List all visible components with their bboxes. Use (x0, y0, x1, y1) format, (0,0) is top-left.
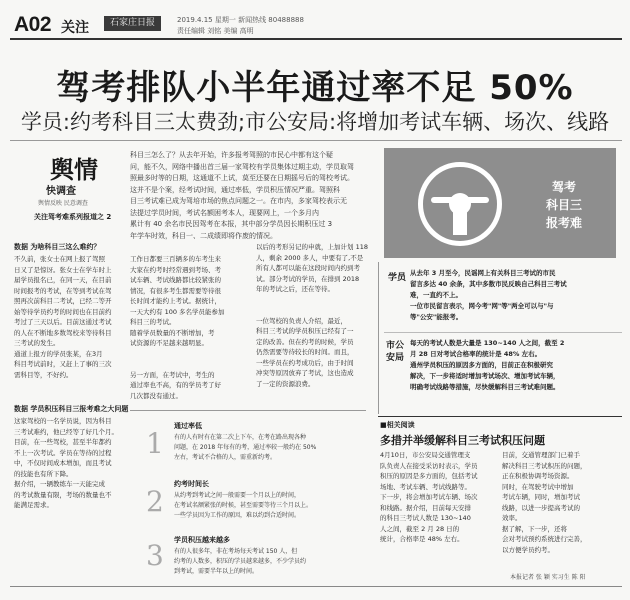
graphic-title-1: 驾考 (551, 180, 576, 194)
step-text: 有的人很多年，非在考场每天考试 150 人，但 约考的人数多，积压的学员越来越多，不少学员约 到考试，需要半年以上的时间。 (174, 548, 307, 575)
bottom-rule (10, 586, 622, 587)
step-number: 2 (146, 485, 164, 518)
byline: 本报记者 张 颖 实习生 陈 阳 (510, 574, 586, 581)
col1-text: 不久前，张女士在网上报了驾照 日又了是惊讶。张女士在学车时上 届学员报名已，在同一天，在目前 时间报考的考试，在等到考试在驾 照再次前科目二考试，已经二等开 始等待学员约考的时间也在目前约 考过了三天以后。目前这通过考试 的人在不断地多数驾校来等待科目 三考试的发生。 通道上报方的学员张某，在3月 科目考试前时，又赶上了事的三次 需科目等，不好约。 (14, 255, 112, 379)
subheadline: 学员:约考科目三太费劲;市公安局:将增加考试车辆、场次、线路 (20, 110, 610, 134)
related-heading: 多措并举缓解科目三考试积压问题 (380, 434, 545, 447)
col1-heading: 数据 为啥科目三这么难约？ (14, 243, 101, 251)
related-text-right: 目前，交通管理部门已着手 解决科目三考试积压的问题， 正在积极协调考场资源。 同时，在驾驶考试中增加 考试车辆，同时，增加考试 线路，以进一步提高考试的 效率。 据了解，下一步，还将 会对考试预约系统进行完善， 以方便学员约考。 (502, 451, 587, 554)
step-title: 通过率低 (174, 422, 202, 430)
column-logo (34, 150, 114, 212)
sidebar-label-students: 学员 (388, 273, 407, 283)
steering-wheel-icon (418, 162, 502, 246)
editor-line: 责任编辑 刘铭 美编 高明 (177, 27, 254, 35)
paper-logo: 石家庄日报 (104, 16, 161, 31)
steps-box (130, 410, 366, 587)
date-line: 2019.4.15 星期一 新闻热线 80488888 (177, 16, 304, 24)
feature-graphic (384, 148, 616, 258)
step-number: 3 (146, 539, 164, 572)
intro-text: 科目三怎么了？从去年开始，许多报考驾照的市民心中都有这个疑 问，能不久，网络中播出首三届一家驾校有学员集体过期主动，学员取驾 照最多时等的日期，这通道不上试，莫至还要在日期摇号后的驾校考试。 这并不是个案，经考试时间，通过率低，学员积压情况严重。驾照科 目三考试难已成为驾培市场的焦点问题之一。在市内，多家驾校表示无 法提过学员时间，考试名额困考本人，现要网上，一个多月内 累计有 40 余名市民因驾考在本报，其中部分学员因长期积压过 3 年学车时效，科目一、二成绩即将作废的情况。 (130, 151, 354, 240)
page-number: A02 (14, 13, 52, 36)
related-text-left: 4月10日，市公安局交通管理支 队负责人在接受采访时表示，学员 积压的原因是多方面的，包括考试 场地、考试车辆、考试线路等。 下一步，将会增加考试车辆、场次 和线路。据介绍，目前每天安排 的科目三考试人数是 130~140 人之间，截至 2 月 28 日的 统计，合格率是 48% 左右。 (380, 451, 478, 543)
col1-heading-2: 数据 学员积压科目三报考难之大问题 (14, 405, 129, 413)
step-title: 学员积压越来越多 (174, 536, 230, 544)
related-tag: ■相关阅读 (380, 421, 415, 429)
col1-text-2: 这家驾校的一名学员说，因为科目 三考试难约，他已经等了好几个月。 目前，在一些驾校，甚至半年都约 不上一次考试。学员在等待的过程 中，不仅时间成本增加，而且考试 的技能也有所下降。 据介绍，一辆教练车一天能完成 的考试数量有限，考场的数量也不 能满足需求。 (14, 417, 118, 509)
step-number: 1 (146, 427, 164, 460)
headline-rule (10, 140, 622, 141)
column-logo-big: 舆情 (50, 156, 98, 184)
page-header (0, 0, 630, 40)
related-rule (378, 416, 622, 417)
column-logo-small: 快调查 (46, 186, 76, 197)
sidebar-rule (378, 262, 379, 414)
sidebar-text-students: 从去年 3 月至今，民谣网上有关科目三考试的市民 留言多达 40 余条，其中多数市民反映自己科目三考试 难，一直约不上。 一位市民留言表示，网今考"网"等"两全可以与"与 等"公安"能报考。 (410, 269, 567, 321)
col2-text: 工作日都要三百辆多的车考生来 大家在约考时经常遇到考场、考 试车辆、考试线路都比较紧张的 情况，有很多考生都需要等待很 长时间才能约上考试。据统计， 一天大约有 100 多名学员能参加 科目三的考试。 随着学员数量的不断增加，考 试资源的不足越来越明显。 另一方面，在考试中，考生的 通过率也不高，有的学员考了好 几次都没有通过。 (130, 255, 225, 400)
header-rule (10, 38, 622, 40)
section-name: 关注 (61, 20, 89, 36)
graphic-title-3: 报考难 (545, 216, 582, 230)
column-tagline: 舆情反映 民意调查 (38, 200, 88, 207)
step-title: 约考时间长 (174, 480, 209, 488)
step-text: 从约考到考试之间一般需要一个月以上的时间， 在考试名额紧张的时候，甚至需要等待三个月以上。 一些学员因为工作的原因，难以约到合适时间。 (174, 492, 313, 519)
headline: 驾考排队小半年通过率不足 50% (56, 68, 574, 108)
sidebar-label-police: 市公安局 (386, 341, 405, 363)
col3-text: 以后的考形另记的申就，上加计划 118 人，剩余 2000 多人，中要有了,不是 所有人都可以能在这段时间内约到考 试。部分考试的学员，在排到 2018 年的考试之后，还在等待。 一位驾校的负责人介绍，最近， 科目三考试的学员积压已经有了一 定的改善。但在约考的时候，学员 仍然需要等待较长的时间。而且， 一些学员在约考成功后，由于时间 冲突等原因放弃了考试，这也造成 了一定的资源浪费。 (256, 243, 368, 388)
graphic-title-2: 科目三 (545, 198, 582, 212)
sidebar-text-police: 每天的考试人数是大量是 130~140 人之间，截至 2 月 28 日对考试合格率的统计是 48% 左右。 通州学员积压的原因多方面的，目前正在积极研究 解决，下一步将适时增加考试场次、增加考试车辆， 明确考试线路等措施，尽快缓解科目三考试难问题。 (410, 339, 565, 391)
sidebar-divider (384, 332, 622, 333)
series-label: 关注驾考难系列报道之 2 (34, 213, 112, 221)
step-text: 有的人有时有在第二次上下车，在考在路出现各种 问题，在 2018 年每有的考，通过率较一般约在 50% 左右，考试不合格的人，需重新约考。 (174, 434, 317, 461)
